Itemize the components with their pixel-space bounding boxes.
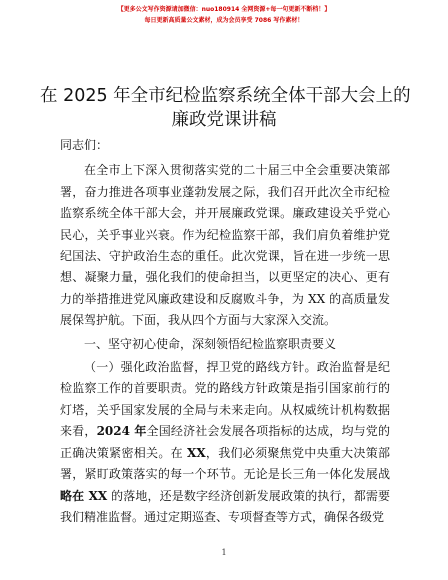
page-number: 1 <box>221 548 227 557</box>
bold-year: 2024 年 <box>96 424 147 439</box>
document-body <box>60 135 390 528</box>
greeting: 同志们： <box>60 138 109 152</box>
document-title <box>40 84 411 132</box>
intro-paragraph: 在全市上下深入贯彻落实党的二十届三中全会重要决策部署，奋力推进各项事业蓬勃发展之际，我们召开此次全市纪检监察系统全体干部大会，并开展廉政党课。廉政建设关乎党心民心，关乎事业兴衰。作为纪检监察干部，我们肩负着维护党纪国法、守护政治生态的重任。此次党课，旨在进一步统一思想、凝聚力量，强化我们的使命担当，以更坚定的决心、更有力的举措推进党风廉政建设和反腐败斗争，为 XX 的高质量发展保驾护航。下面，我从四个方面与大家深入交流。 <box>60 163 390 328</box>
title-line1: 在 2025 年全市纪检监察系统全体干部大会上的 <box>40 86 411 106</box>
subsection-paragraph-1 <box>60 357 390 528</box>
subsection-text-b: 全国经济社会发展各项指标的达成，均与党的正确决策紧密相关。在 <box>60 424 390 460</box>
section-heading-1: 一、坚守初心使命，深刻领悟纪检监察职责要义 <box>84 336 337 351</box>
promo-banner <box>0 5 448 26</box>
promo-banner-line2: 每日更新高质量公文素材，成为会员享受 7086 写作素材！ <box>144 17 304 24</box>
bold-strategy-xx: 略在 XX <box>60 488 108 503</box>
subsection-text-a: （一）强化政治监督，捍卫党的路线方针。政治监督是纪检监察工作的首要职责。党的路线方针政策是指引国家前行的灯塔，关乎国家发展的全局与未来走向。从权威统计机构数据来看， <box>60 360 390 439</box>
subsection-text-d: 的落地，还是数字经济创新发展政策的执行，都需要我们精准监督。通过定期巡查、专项督查等方式，确保各级党 <box>60 488 390 524</box>
subsection-text-c: ，我们必须聚焦党中央重大决策部署，紧盯政策落实的每一个环节。无论是长三角一体化发展战 <box>60 445 390 482</box>
bold-xx: XX <box>187 445 206 460</box>
promo-banner-line1: 【更多公文写作资源请加微信：nuo180914 全网资源+每一句更新不断档！】 <box>117 6 331 13</box>
title-line2: 廉政党课讲稿 <box>171 110 277 130</box>
